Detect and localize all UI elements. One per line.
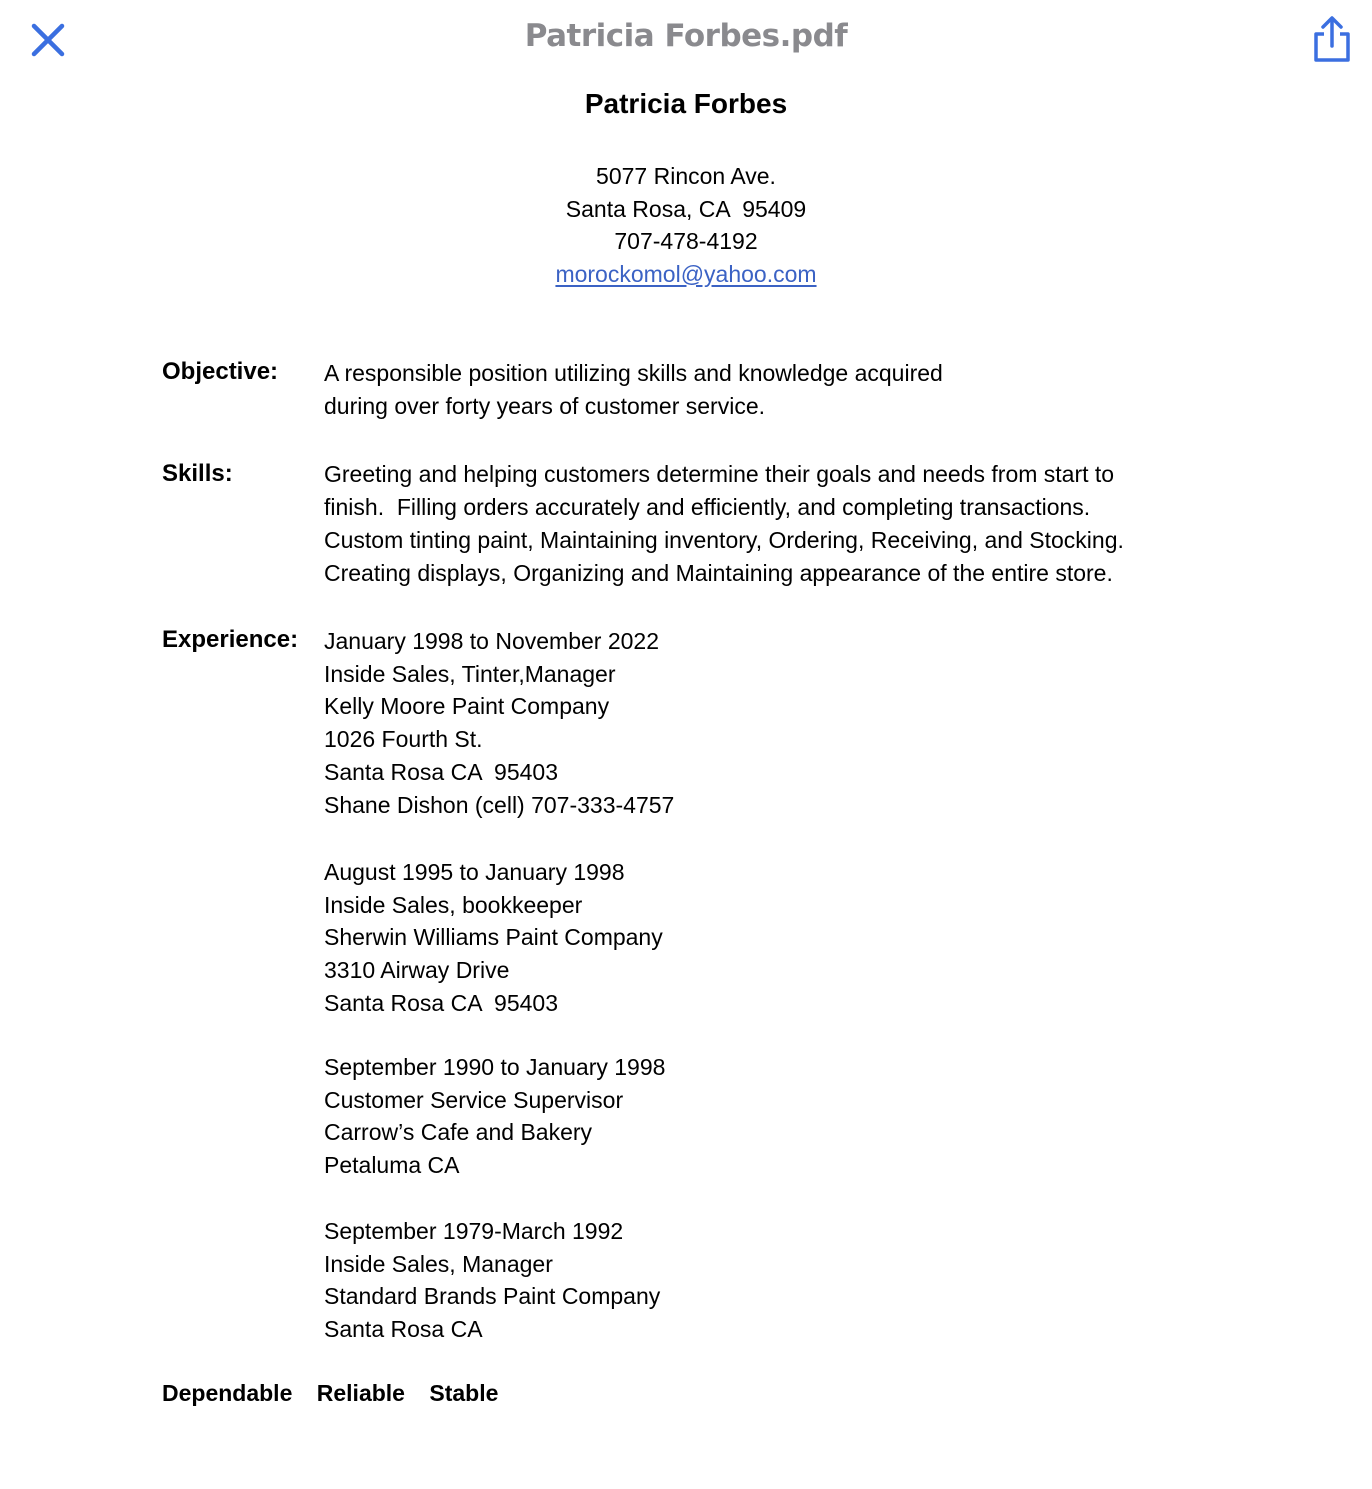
phone-number: 707-478-4192 (614, 228, 758, 254)
file-title: Patricia Forbes.pdf (524, 18, 848, 54)
experience-entry-1 (324, 625, 674, 821)
contact-block (0, 160, 1372, 290)
job-company: Standard Brands Paint Company (324, 1283, 661, 1310)
objective-line: during over forty years of customer service. (324, 393, 765, 419)
skills-line: finish. Filling orders accurately and efficiently, and completing transactions. (324, 494, 1091, 520)
job-company: Kelly Moore Paint Company (324, 693, 610, 720)
resume-name: Patricia Forbes (584, 88, 788, 119)
job-dates: August 1995 to January 1998 (324, 859, 625, 885)
job-dates: January 1998 to November 2022 (324, 628, 659, 654)
job-title: Inside Sales, Manager (324, 1250, 553, 1277)
trait-stable: Stable (429, 1380, 499, 1406)
objective-line: A responsible position utilizing skills and knowledge acquired (324, 360, 943, 386)
job-address: 1026 Fourth St. (324, 726, 483, 753)
skills-line: Custom tinting paint, Maintaining inventory, Ordering, Receiving, and Stocking. (324, 527, 1124, 553)
share-icon (1310, 14, 1354, 64)
address-line-2: Santa Rosa, CA 95409 (565, 195, 807, 222)
job-title: Inside Sales, bookkeeper (324, 891, 583, 918)
job-dates: September 1979-March 1992 (324, 1218, 624, 1244)
viewer-toolbar (0, 0, 1372, 82)
job-title: Inside Sales, Tinter,Manager (324, 660, 616, 687)
job-title: Customer Service Supervisor (324, 1086, 624, 1113)
trait-dependable: Dependable (162, 1380, 293, 1406)
job-city: Santa Rosa CA (324, 1316, 483, 1343)
share-button[interactable] (1310, 14, 1354, 64)
experience-label: Experience: (162, 626, 299, 653)
experience-entry-3 (324, 1051, 665, 1182)
skills-text (324, 458, 1124, 590)
skills-line: Greeting and helping customers determine their goals and needs from start to (324, 461, 1115, 487)
objective-label: Objective: (162, 358, 279, 385)
job-company: Carrow’s Cafe and Bakery (324, 1119, 593, 1146)
job-city: Petaluma CA (324, 1152, 460, 1179)
address-line-1: 5077 Rincon Ave. (596, 163, 776, 189)
job-dates: September 1990 to January 1998 (324, 1054, 666, 1080)
skills-line: Creating displays, Organizing and Maintaining appearance of the entire store. (324, 560, 1113, 586)
traits-line (162, 1380, 516, 1407)
job-company: Sherwin Williams Paint Company (324, 924, 663, 951)
experience-entry-2 (324, 856, 663, 1020)
job-city: Santa Rosa CA 95403 (324, 989, 558, 1016)
objective-text (324, 357, 943, 423)
email-link[interactable]: morockomol@yahoo.com (555, 260, 817, 287)
skills-label: Skills: (162, 460, 233, 487)
job-reference: Shane Dishon (cell) 707-333-4757 (324, 791, 675, 818)
trait-reliable: Reliable (316, 1380, 405, 1406)
job-city: Santa Rosa CA 95403 (324, 758, 558, 785)
experience-entry-4 (324, 1215, 660, 1346)
job-address: 3310 Airway Drive (324, 957, 510, 984)
